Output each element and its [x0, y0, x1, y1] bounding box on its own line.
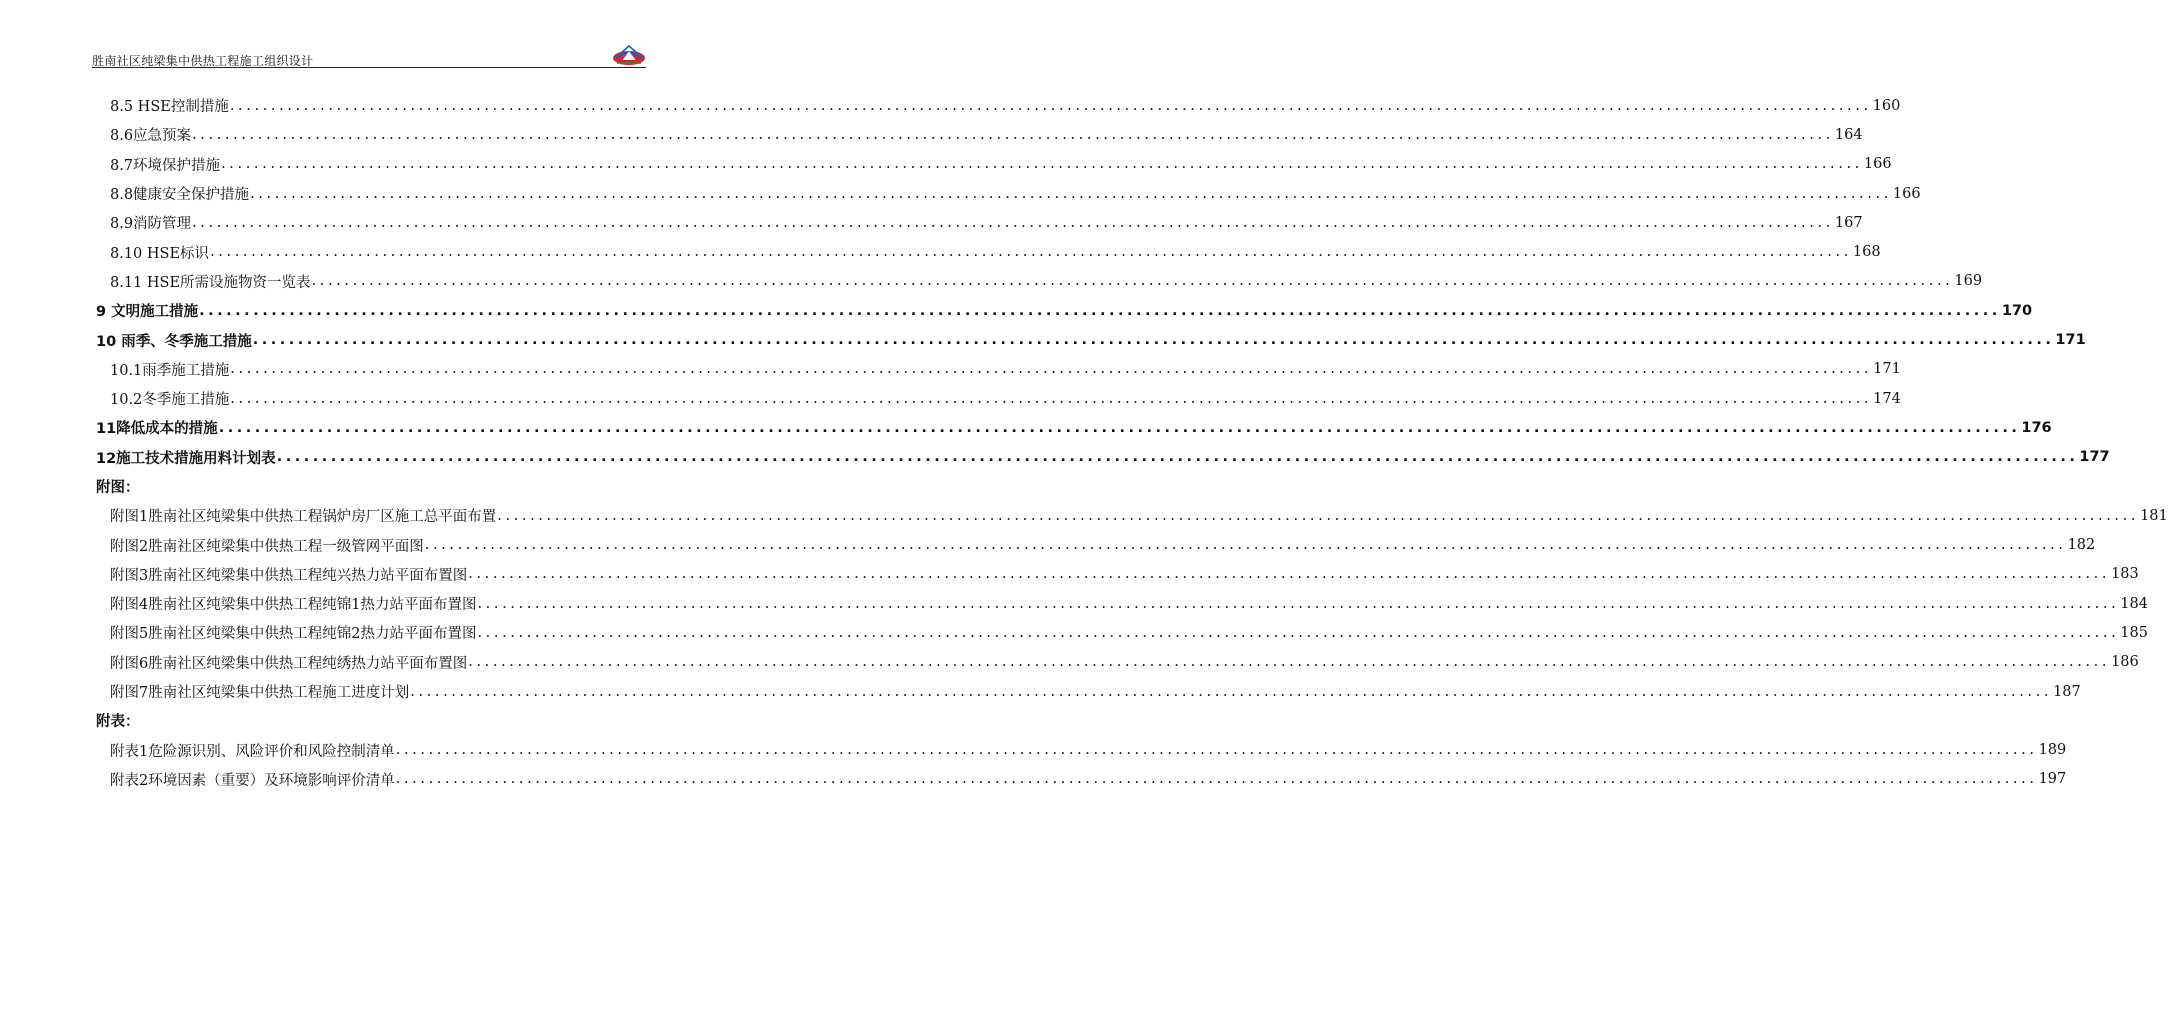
toc-chapter-page: 171 [2055, 332, 2086, 349]
table-entry[interactable] [96, 736, 2067, 765]
figure-entry-page: 181 [2140, 507, 2168, 524]
figure-entry[interactable] [96, 677, 2081, 706]
toc-entry-page: 160 [1872, 97, 1901, 114]
leader-dots: ........................................................................................................................................................................................................ [192, 126, 1834, 143]
toc-entry-label: 8.8健康安全保护措施 [110, 187, 250, 204]
leader-dots: ........................................................................................................................................................................................................ [250, 185, 1892, 202]
toc-chapter-label: 10 雨季、冬季施工措施 [96, 333, 252, 350]
toc-entry[interactable] [96, 267, 1983, 296]
toc-entry-label: 8.7环境保护措施 [110, 157, 221, 174]
figure-entry-page: 182 [2067, 537, 2096, 554]
toc-chapter-label: 11降低成本的措施 [96, 421, 218, 438]
page-header [92, 44, 646, 68]
toc-entry[interactable] [96, 91, 1901, 120]
leader-dots: ........................................................................................................................................................................................................ [230, 361, 1873, 378]
table-entry-page: 189 [2038, 742, 2067, 759]
leader-dots: ........................................................................................................................................................................................................ [221, 156, 1863, 173]
figure-entry[interactable] [96, 618, 2148, 647]
tables-heading: 附表： [96, 714, 140, 731]
leader-dots: ........................................................................................................................................................................................................ [468, 566, 2111, 583]
toc-entry[interactable] [96, 237, 1881, 266]
toc-chapter[interactable] [96, 296, 2033, 325]
toc-entry-label: 8.10 HSE标识 [110, 245, 210, 262]
figure-entry-page: 185 [2120, 624, 2148, 641]
toc-chapter[interactable] [96, 413, 2052, 442]
toc-entry[interactable] [96, 208, 1863, 237]
figure-entry-label: 附图6胜南社区纯梁集中供热工程纯绣热力站平面布置图 [110, 655, 468, 672]
leader-dots: ........................................................................................................................................................................................................ [252, 332, 2055, 349]
company-logo-icon [612, 44, 646, 66]
toc-chapter-page: 176 [2021, 419, 2052, 436]
figure-entry[interactable] [96, 560, 2139, 589]
table-entry[interactable] [96, 765, 2067, 794]
leader-dots: ........................................................................................................................................................................................................ [210, 244, 1852, 261]
toc-chapter-page: 170 [2001, 302, 2033, 319]
figure-entry[interactable] [96, 501, 2168, 530]
table-entry-page: 197 [2038, 771, 2067, 788]
leader-dots: ........................................................................................................................................................................................................ [395, 742, 2038, 759]
leader-dots: ........................................................................................................................................................................................................ [395, 771, 2038, 788]
toc-chapter-page: 177 [2079, 449, 2110, 466]
toc-entry-label: 8.11 HSE所需设施物资一览表 [110, 274, 311, 291]
leader-dots: ........................................................................................................................................................................................................ [424, 537, 2067, 554]
toc-entry[interactable] [96, 179, 1921, 208]
toc-entry-label: 8.6应急预案 [110, 128, 192, 145]
figure-entry-page: 184 [2120, 595, 2148, 612]
toc-entry-label: 10.2冬季施工措施 [110, 392, 230, 409]
figure-entry-label: 附图7胜南社区纯梁集中供热工程施工进度计划 [110, 685, 410, 702]
leader-dots: ........................................................................................................................................................................................................ [218, 419, 2021, 436]
leader-dots: ........................................................................................................................................................................................................ [497, 507, 2140, 524]
toc-entry-page: 174 [1873, 390, 1901, 407]
toc-chapter[interactable] [96, 443, 2110, 472]
figure-entry-label: 附图4胜南社区纯梁集中供热工程纯锦1热力站平面布置图 [110, 597, 477, 614]
figure-entry[interactable] [96, 530, 2096, 559]
figure-entry[interactable] [96, 589, 2148, 618]
figure-entry-label: 附图1胜南社区纯梁集中供热工程锅炉房厂区施工总平面布置 [110, 509, 497, 526]
toc-entry[interactable] [96, 120, 1863, 149]
figures-heading: 附图： [96, 480, 140, 496]
leader-dots: ........................................................................................................................................................................................................ [477, 624, 2120, 641]
toc-entry[interactable] [96, 150, 1892, 179]
toc-entry-label: 8.5 HSE控制措施 [110, 99, 229, 116]
toc-entry-page: 166 [1892, 185, 1921, 202]
table-entry-label: 附表1危险源识别、风险评价和风险控制清单 [110, 743, 395, 760]
toc-entry-page: 169 [1954, 273, 1983, 290]
figure-entry[interactable] [96, 648, 2139, 677]
leader-dots: ........................................................................................................................................................................................................ [311, 273, 1954, 290]
toc-entry-page: 168 [1852, 244, 1881, 261]
figure-entry-label: 附图3胜南社区纯梁集中供热工程纯兴热力站平面布置图 [110, 567, 468, 584]
toc-entry-page: 167 [1834, 214, 1863, 231]
header-title: 胜南社区纯梁集中供热工程施工组织设计 [92, 54, 314, 68]
leader-dots: ........................................................................................................................................................................................................ [477, 595, 2120, 612]
toc-entry-label: 8.9消防管理 [110, 216, 192, 233]
toc-entry-label: 10.1雨季施工措施 [110, 362, 230, 379]
toc-chapter-label: 12施工技术措施用料计划表 [96, 450, 276, 467]
toc-entry-page: 171 [1873, 361, 1901, 378]
leader-dots: ........................................................................................................................................................................................................ [192, 214, 1834, 231]
figure-entry-page: 183 [2111, 566, 2139, 583]
figure-entry-page: 187 [2053, 683, 2081, 700]
figure-entry-page: 186 [2111, 654, 2139, 671]
toc-entry-page: 164 [1834, 126, 1863, 143]
toc-entry[interactable] [96, 384, 1901, 413]
table-entry-label: 附表2环境因素（重要）及环境影响评价清单 [110, 772, 395, 789]
leader-dots: ........................................................................................................................................................................................................ [276, 449, 2079, 466]
table-of-contents [96, 91, 2168, 794]
leader-dots: ........................................................................................................................................................................................................ [468, 654, 2111, 671]
toc-entry-page: 166 [1863, 156, 1892, 173]
leader-dots: ........................................................................................................................................................................................................ [229, 97, 1872, 114]
toc-entry[interactable] [96, 355, 1901, 384]
header-rule [92, 67, 646, 68]
toc-chapter[interactable] [96, 325, 2086, 354]
figure-entry-label: 附图2胜南社区纯梁集中供热工程一级管网平面图 [110, 538, 424, 555]
leader-dots: ........................................................................................................................................................................................................ [410, 683, 2053, 700]
leader-dots: ........................................................................................................................................................................................................ [199, 302, 2001, 319]
toc-chapter-label: 9 文明施工措施 [96, 304, 199, 321]
figure-entry-label: 附图5胜南社区纯梁集中供热工程纯锦2热力站平面布置图 [110, 626, 477, 643]
leader-dots: ........................................................................................................................................................................................................ [230, 390, 1873, 407]
